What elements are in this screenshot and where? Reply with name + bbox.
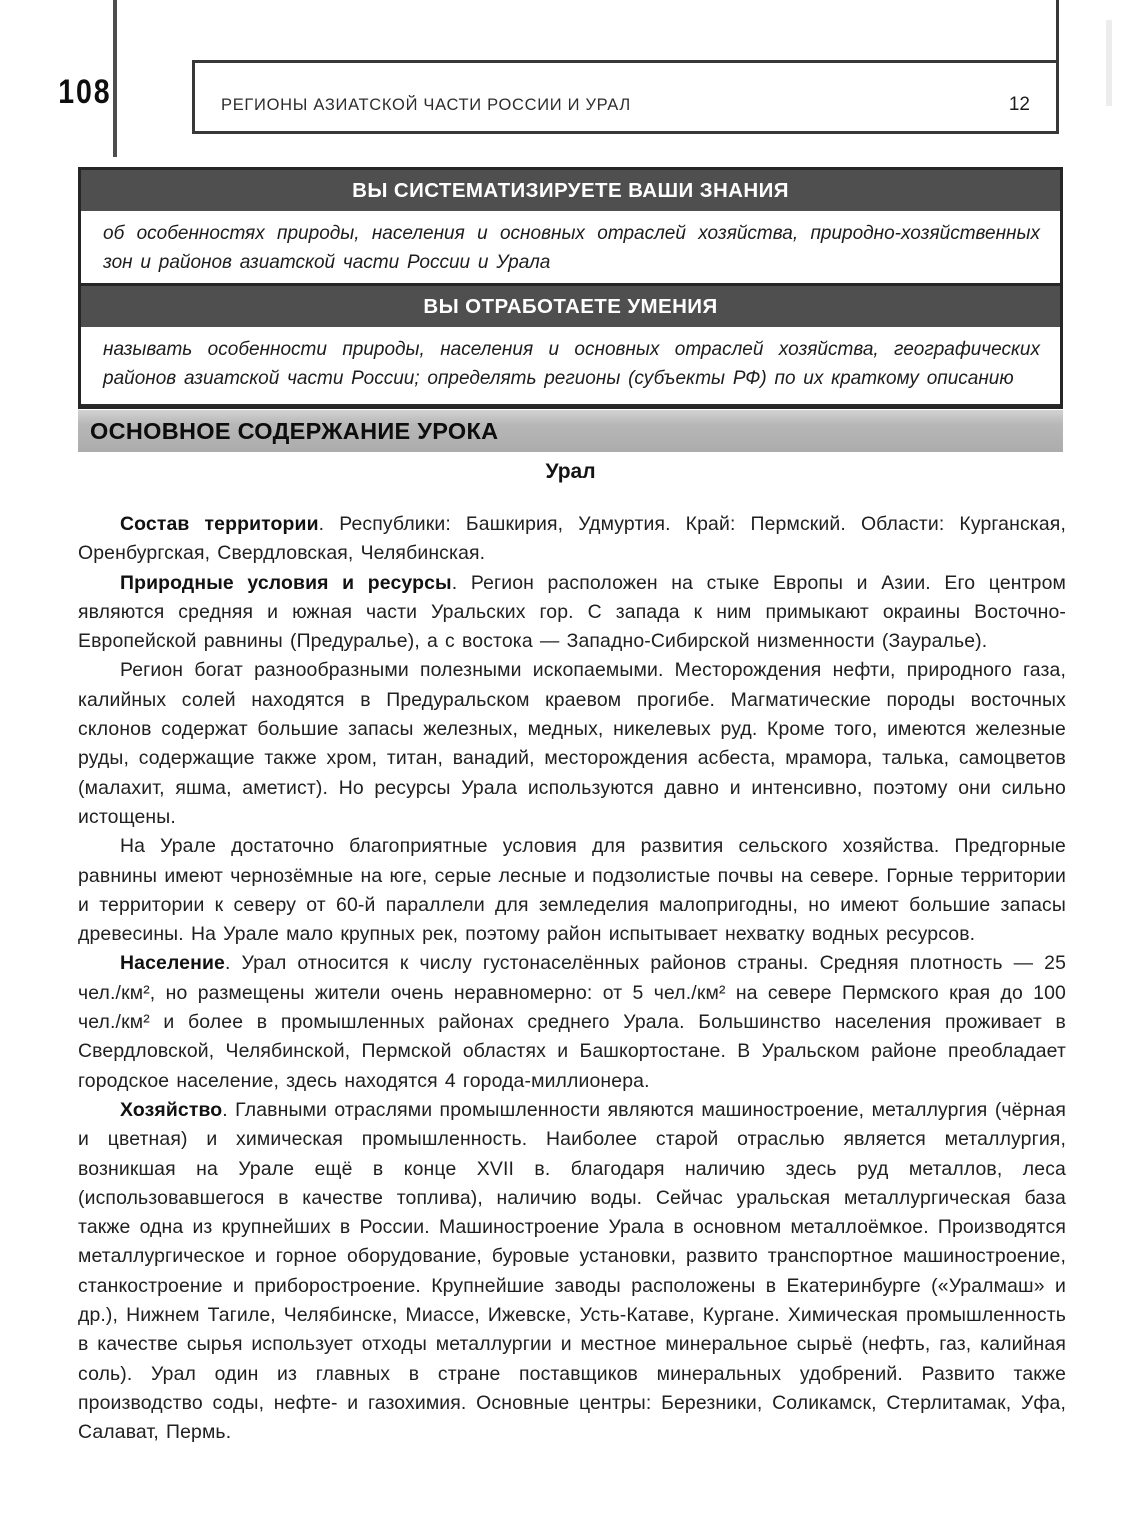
paragraph-economy-lead: Хозяйство <box>120 1098 223 1121</box>
lesson-number: 12 <box>1008 94 1030 115</box>
objective-banner-knowledge-body: об особенностях природы, населения и основных отраслей хозяйства, природно-хозяйственных зон и районов азиатской части России и Урала <box>103 223 1040 273</box>
section-heading-bar: ОСНОВНОЕ СОДЕРЖАНИЕ УРОКА <box>78 410 1063 452</box>
header-box-right-extension-rule <box>1056 0 1059 62</box>
paragraph-agriculture <box>78 832 1066 949</box>
left-margin-rule <box>113 0 117 157</box>
paragraph-minerals <box>78 656 1066 832</box>
objective-banner-knowledge-title: ВЫ СИСТЕМАТИЗИРУЕТЕ ВАШИ ЗНАНИЯ <box>81 170 1060 211</box>
running-header-title: РЕГИОНЫ АЗИАТСКОЙ ЧАСТИ РОССИИ И УРАЛ <box>221 95 631 114</box>
scan-artifact-streak <box>1106 20 1112 106</box>
page-number: 108 <box>58 71 112 112</box>
paragraph-population-text: . Урал относится к числу густонаселённых районов страны. Средняя плотность — 25 чел./км², но размещены жители очень неравномерно: от 5 чел./км² на севере Пермского края до 100 чел./км² и более в промышленных районах среднего Урала. Большинство населения проживает в Свердловской, Челябинской, Пермской областях и Башкортостане. В Уральском районе преобладает городское население, здесь находятся 4 города-миллионера. <box>78 952 1066 1092</box>
paragraph-economy <box>78 1096 1066 1448</box>
paragraph-nature-resources <box>78 569 1066 657</box>
paragraph-economy-text: . Главными отраслями промышленности являются машиностроение, металлургия (чёрная и цветная) и химическая промышленность. Наиболее старой отраслью является металлургия, возникшая на Урале ещё в конце XVII в. благодаря наличию здесь руд металлов, леса (использовавшегося в качестве топлива), наличию воды. Сейчас уральская металлургическая база также одна из крупнейших в России. Машиностроение Урала в основном металлоёмкое. Производятся металлургическое и горное оборудование, буровые установки, развито транспортное машиностроение, станкостроение и приборостроение. Крупнейшие заводы расположены в Екатеринбурге («Уралмаш» и др.), Нижнем Тагиле, Челябинске, Миассе, Ижевске, Усть-Катаве, Кургане. Химическая промышленность в качестве сырья использует отходы металлургии и местное минеральное сырьё (нефть, газ, калийная соль). Урал один из главных в стране поставщиков минеральных удобрений. Развито также производство соды, нефте- и газохимия. Основные центры: Березники, Соликамск, Стерлитамак, Уфа, Салават, Пермь. <box>78 1098 1066 1444</box>
paragraph-territory-text: . Республики: Башкирия, Удмуртия. Край: Пермский. Области: Курганская, Оренбургская, Свердловская, Челябинская. <box>78 513 1066 565</box>
paragraph-agriculture-text: На Урале достаточно благоприятные условия для развития сельского хозяйства. Предгорные равнины имеют чернозёмные на юге, серые лесные и подзолистые почвы на севере. Горные территории и территории к северу от 60-й параллели для земледелия малопригодны, но имеют большие запасы древесины. На Урале мало крупных рек, поэтому район испытывает нехватку водных ресурсов. <box>78 835 1066 946</box>
paragraph-nature-resources-text: . Регион расположен на стыке Европы и Азии. Его центром являются средняя и южная части Уральских гор. С запада к ним примыкают окраины Восточно-Европейской равнины (Предуралье), а с востока — Западно-Сибирской низменности (Зауралье). <box>78 571 1066 653</box>
paragraph-nature-resources-lead: Природные условия и ресурсы <box>120 571 452 594</box>
lesson-body-text <box>78 510 1066 1448</box>
objective-banner-skills-body: называть особенности природы, населения и основных отраслей хозяйства, географических районов азиатской части России; определять регионы (субъекты РФ) по их краткому описанию <box>103 339 1040 389</box>
topic-subheading: Урал <box>545 460 596 483</box>
objective-banner-skills-title: ВЫ ОТРАБОТАЕТЕ УМЕНИЯ <box>81 286 1060 327</box>
objective-banner-knowledge <box>78 167 1063 293</box>
running-header-box <box>192 60 1059 134</box>
paragraph-population <box>78 949 1066 1095</box>
paragraph-territory <box>78 510 1066 569</box>
paragraph-population-lead: Население <box>120 952 225 975</box>
paragraph-territory-lead: Состав территории <box>120 513 319 535</box>
paragraph-minerals-text: Регион богат разнообразными полезными ископаемыми. Месторождения нефти, природного газа, калийных солей находятся в Предуральском краевом прогибе. Магматические породы восточных склонов содержат большие запасы железных, медных, никелевых руд. Кроме того, имеются железные руды, содержащие также хром, титан, ванадий, месторождения асбеста, мрамора, талька, самоцветов (малахит, яшма, аметист). Но ресурсы Урала используются давно и интенсивно, поэтому они сильно истощены. <box>78 659 1066 828</box>
objective-banner-skills <box>78 283 1063 409</box>
